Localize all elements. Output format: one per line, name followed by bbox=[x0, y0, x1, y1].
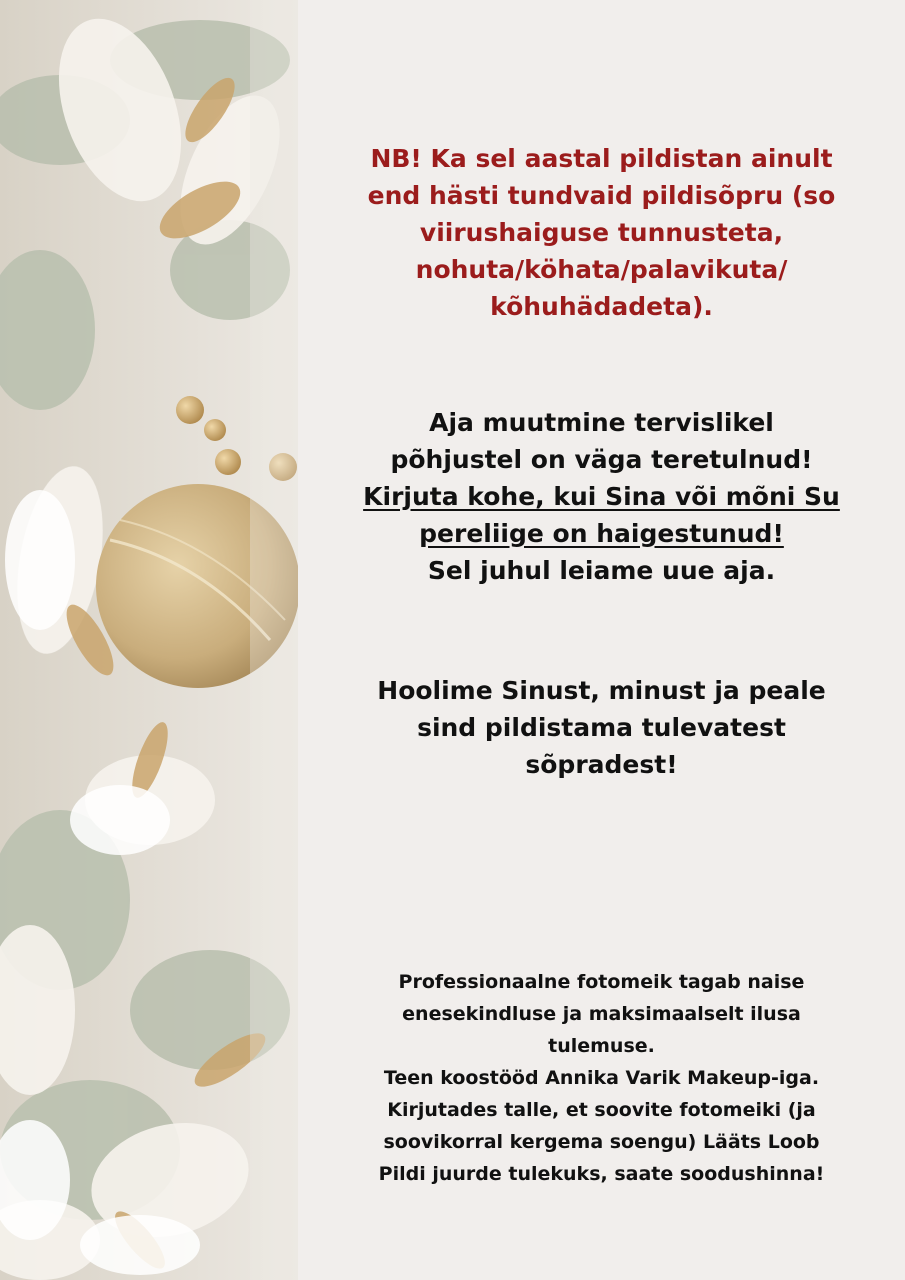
care-line: sõpradest! bbox=[525, 750, 678, 779]
notice-line: NB! Ka sel aastal pildistan ainult bbox=[370, 144, 833, 173]
footer-line: tulemuse. bbox=[548, 1035, 655, 1057]
notice-line: end hästi tundvaid pildisõpru (so bbox=[367, 181, 836, 210]
message-underlined-line: pereliige on haigestunud! bbox=[419, 519, 784, 548]
message-line: Aja muutmine tervislikel bbox=[429, 408, 774, 437]
footer-line: Pildi juurde tulekuks, saate soodushinna! bbox=[378, 1163, 825, 1185]
care-message bbox=[318, 672, 885, 783]
notice-line: nohuta/köhata/palavikuta/ bbox=[415, 255, 788, 284]
reschedule-message bbox=[318, 404, 885, 589]
footer-line: enesekindluse ja maksimaalselt ilusa bbox=[402, 1003, 801, 1025]
health-notice bbox=[318, 140, 885, 325]
message-line: Sel juhul leiame uue aja. bbox=[427, 556, 776, 585]
christmas-decor-photo bbox=[0, 0, 298, 1280]
makeup-info bbox=[338, 966, 865, 1190]
footer-line: Kirjutades talle, et soovite fotomeiki (ja bbox=[387, 1099, 816, 1121]
care-line: sind pildistama tulevatest bbox=[417, 713, 786, 742]
message-underlined-line: Kirjuta kohe, kui Sina või mõni Su bbox=[363, 482, 840, 511]
notice-line: kõhuhädadeta). bbox=[490, 292, 713, 321]
message-line: põhjustel on väga teretulnud! bbox=[390, 445, 813, 474]
notice-line: viirushaiguse tunnusteta, bbox=[419, 218, 784, 247]
footer-line: Professionaalne fotomeik tagab naise bbox=[398, 971, 805, 993]
footer-line: Teen koostööd Annika Varik Makeup-iga. bbox=[383, 1067, 820, 1089]
flyer-text-panel bbox=[298, 0, 905, 1280]
footer-line: soovikorral kergema soengu) Lääts Loob bbox=[383, 1131, 820, 1153]
care-line: Hoolime Sinust, minust ja peale bbox=[377, 676, 826, 705]
